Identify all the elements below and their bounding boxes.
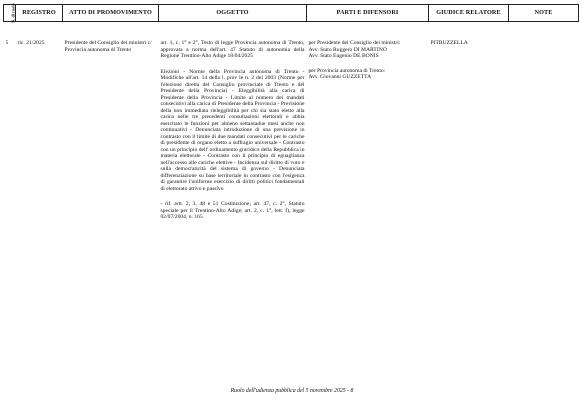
- row-giudice: PITRUZZELLA: [430, 40, 468, 46]
- table-row: [4, 22, 579, 221]
- header-note: NOTE: [509, 5, 579, 22]
- header-giudice: GIUDICE RELATORE: [429, 5, 509, 22]
- row-atto: Presidente del Consiglio dei ministri c/ Provincia autonoma di Trento: [64, 40, 152, 53]
- party-name: per Provincia autonoma di Trento:: [308, 67, 386, 74]
- lawyer-name: Avv. Stato Ruggero DI MARTINO: [308, 46, 387, 53]
- row-num: 5: [5, 40, 9, 46]
- row-registro: ric. 21/2025: [17, 40, 45, 46]
- header-atto: ATTO DI PROMOVIMENTO: [63, 5, 159, 22]
- header-registro: REGISTRO: [16, 5, 63, 22]
- header-oggetto: OGGETTO: [159, 5, 307, 22]
- party-block: [309, 68, 427, 81]
- row-oggetto: [159, 22, 307, 221]
- row-parti: [307, 22, 429, 221]
- header-parti: PARTI E DIFENSORI: [307, 5, 429, 22]
- oggetto-norm: art. 1, c. 1° e 2°, Testo di legge Provincia autonoma di Trento, approvata a norma dell'art. 47 Statuto di autonomia della Regione Trentino-Alto Adige 18/04/2025: [160, 40, 305, 59]
- oggetto-references: - rif. artt. 2, 3, 48 e 51 Costituzione; art. 47, c. 2°, Statuto speciale per il Trentino-Alto Adige; art. 2, c. 1°, lett. f), legge 02/07/2004, n. 165: [160, 201, 305, 220]
- lawyer-name: Avv. Stato Eugenio DE BONIS: [308, 53, 379, 59]
- party-block: [309, 40, 427, 60]
- row-note: [509, 22, 579, 221]
- lawyer-name: Avv. Giovanni GUZZETTA: [308, 74, 372, 80]
- party-name: per Presidente del Consiglio dei ministri:: [308, 40, 401, 46]
- oggetto-description: Elezioni - Norme della Provincia autonoma di Trento - Modifiche all'art. 14 della l. prov le n. 2 del 2003 (Norme per l'elezione diretta del Consiglio provinciale di Trento e del Presidente della Provincia) - Eleggibilità alla carica di Presidente della Provincia - Limite al numero dei mandati consecutivi alla carica di Presidente della Provincia - Previsione della non immediata rieleggibilità per chi sia stato eletto alla carica nelle tre precedenti consultazioni elettorali e abbia esercitato le funzioni per almeno settantadue mesi anche non continuativi - Denunciata introduzione di una previsione in contrasto con il limite di due mandati consecutivi per le cariche di presidente di organo eletto a suffragio universale - Contrasto con un principio dell' ordinamento giuridico della Repubblica in materia elettorale - Contrasto con il principio di eguaglianza nell'accesso alle cariche elettive - Incidenza sul diritto di voto e sulla democraticità del sistema di governo - Denunciata differenziazione su base territoriale in contrasto con l'esigenza di garantire l'uniforme esercizio di diritti politici fondamentali di elettorato attivo e passivo: [160, 68, 305, 192]
- page-footer: Ruolo dell'udienza pubblica del 5 novembre 2025 - 8: [230, 388, 354, 394]
- table-header-row: [4, 5, 579, 22]
- header-num: N. di ruolo: [4, 5, 16, 22]
- ruolo-table: [3, 4, 579, 221]
